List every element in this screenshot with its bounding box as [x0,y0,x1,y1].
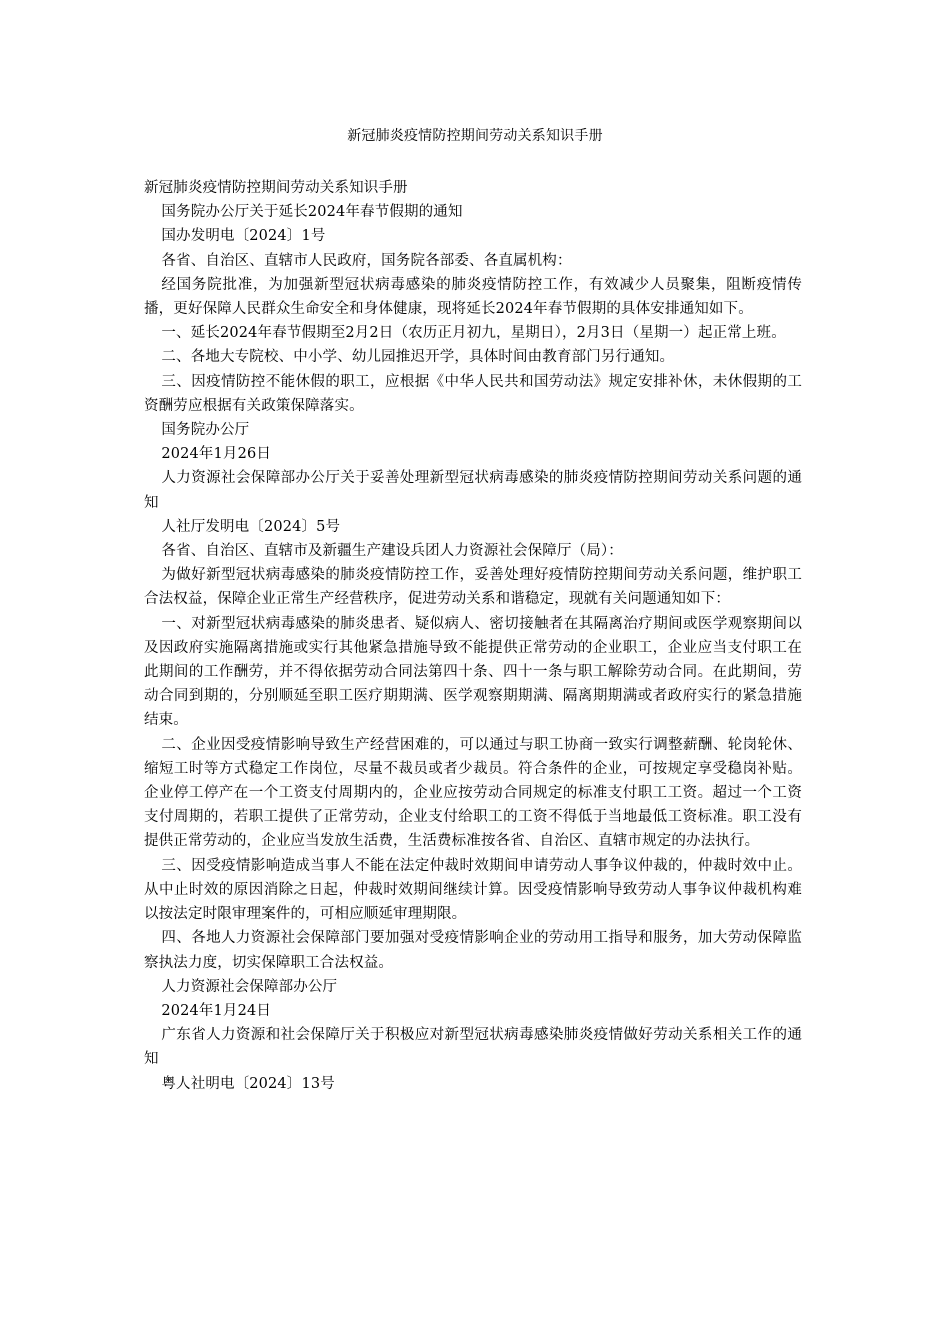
paragraph: 一、对新型冠状病毒感染的肺炎患者、疑似病人、密切接触者在其隔离治疗期间或医学观察期间以及因政府实施隔离措施或实行其他紧急措施导致不能提供正常劳动的企业职工，企业应当支付职工在此期间的工作酬劳，并不得依据劳动合同法第四十条、四十一条与职工解除劳动合同。在此期间，劳动合同到期的，分别顺延至职工医疗期期满、医学观察期期满、隔离期期满或者政府实行的紧急措施结束。 [144,615,802,729]
paragraph: 四、各地人力资源社会保障部门要加强对受疫情影响企业的劳动用工指导和服务，加大劳动保障监察执法力度，切实保障职工合法权益。 [144,930,802,971]
document-body [144,176,802,1096]
addressee: 各省、自治区、直辖市人民政府，国务院各部委、各直属机构： [161,252,572,269]
issuer: 人力资源社会保障部办公厅 [161,978,338,995]
paragraph: 三、因受疫情影响造成当事人不能在法定仲裁时效期间申请劳动人事争议仲裁的，仲裁时效中止。从中止时效的原因消除之日起，仲裁时效期间继续计算。因受疫情影响导致劳动人事争议仲裁机构难以按法定时限审理案件的，可相应顺延审理期限。 [144,857,802,923]
paragraph: 二、各地大专院校、中小学、幼儿园推迟开学，具体时间由教育部门另行通知。 [161,349,675,366]
notice-title: 广东省人力资源和社会保障厅关于积极应对新型冠状病毒感染肺炎疫情做好劳动关系相关工作的通知 [144,1027,802,1068]
issue-date: 2024年1月26日 [161,446,271,463]
issue-date: 2024年1月24日 [161,1002,271,1019]
paragraph: 二、企业因受疫情影响导致生产经营困难的，可以通过与职工协商一致实行调整薪酬、轮岗轮休、缩短工时等方式稳定工作岗位，尽量不裁员或者少裁员。符合条件的企业，可按规定享受稳岗补贴。企业停工停产在一个工资支付周期内的，企业应按劳动合同规定的标准支付职工工资。超过一个工资支付周期的，若职工提供了正常劳动，企业支付给职工的工资不得低于当地最低工资标准。职工没有提供正常劳动的，企业应当发放生活费，生活费标准按各省、自治区、直辖市规定的办法执行。 [144,736,802,850]
notice-title: 人力资源社会保障部办公厅关于妥善处理新型冠状病毒感染的肺炎疫情防控期间劳动关系问题的通知 [144,470,802,511]
paragraph: 为做好新型冠状病毒感染的肺炎疫情防控工作，妥善处理好疫情防控期间劳动关系问题，维护职工合法权益，保障企业正常生产经营秩序，促进劳动关系和谐稳定，现就有关问题通知如下： [144,567,802,608]
paragraph: 三、因疫情防控不能休假的职工，应根据《中华人民共和国劳动法》规定安排补休，未休假期的工资酬劳应根据有关政策保障落实。 [144,373,802,414]
document-number: 国办发明电〔2024〕1号 [161,228,326,245]
addressee: 各省、自治区、直辖市及新疆生产建设兵团人力资源社会保障厅（局）： [161,543,623,560]
paragraph: 经国务院批准，为加强新型冠状病毒感染的肺炎疫情防控工作，有效减少人员聚集，阻断疫情传播，更好保障人民群众生命安全和身体健康，现将延长2024年春节假期的具体安排通知如下。 [144,276,802,318]
document-heading: 新冠肺炎疫情防控期间劳动关系知识手册 [144,180,408,196]
document-number: 人社厅发明电〔2024〕5号 [161,518,341,535]
issuer: 国务院办公厅 [161,422,250,439]
paragraph: 一、延长2024年春节假期至2月2日（农历正月初九，星期日），2月3日（星期一）起正常上班。 [161,325,786,342]
document-number: 粤人社明电〔2024〕13号 [161,1075,335,1092]
notice-title: 国务院办公厅关于延长2024年春节假期的通知 [161,204,463,221]
page-header-title: 新冠肺炎疫情防控期间劳动关系知识手册 [347,128,603,144]
